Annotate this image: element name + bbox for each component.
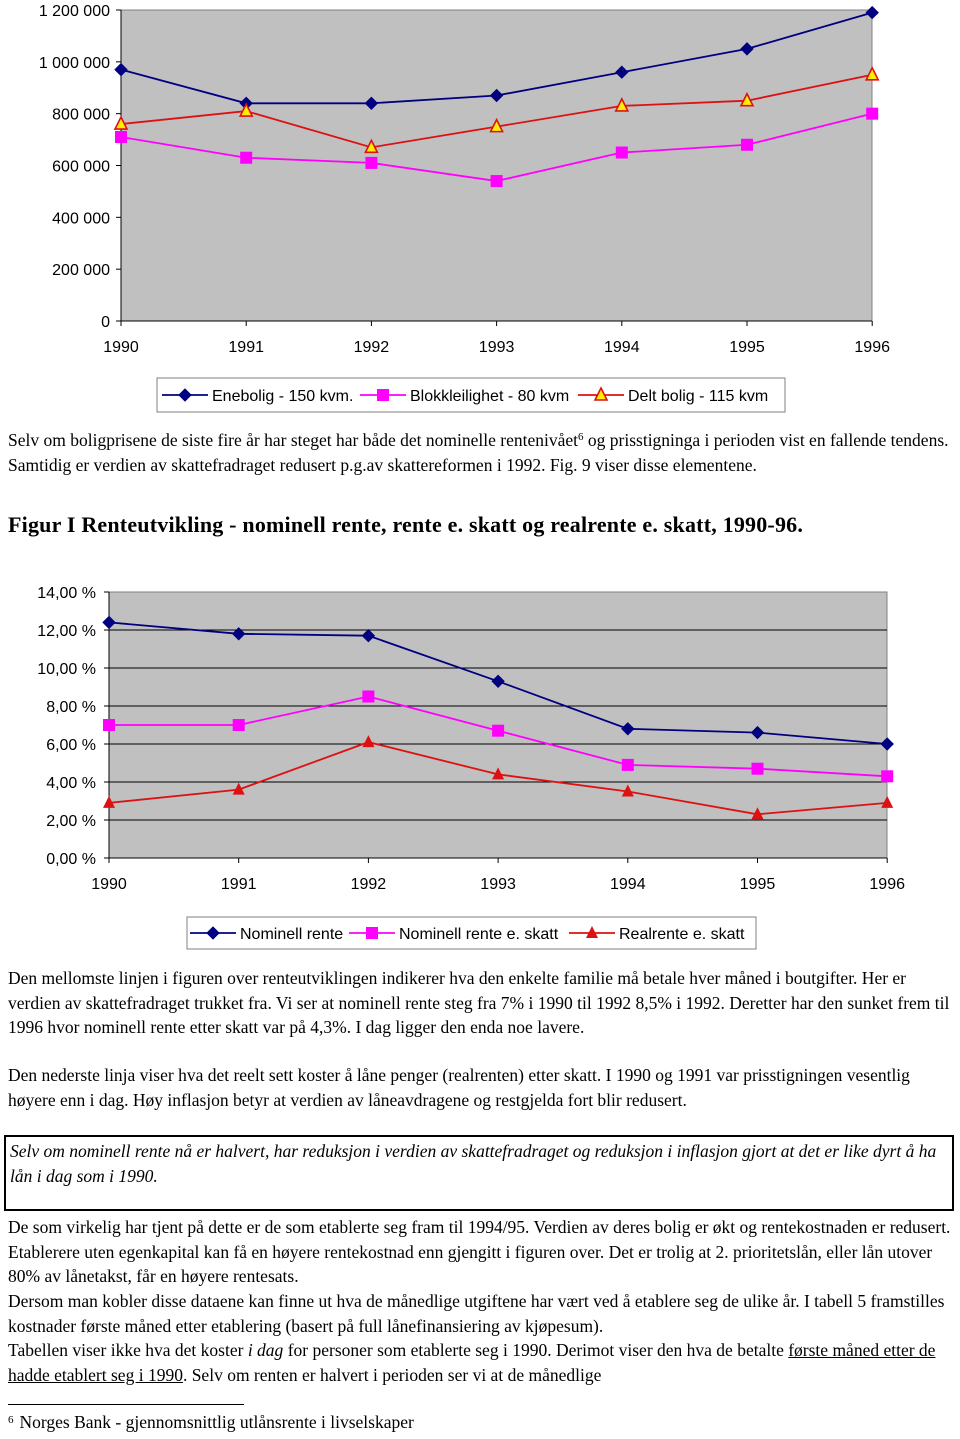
paragraph-established: De som virkelig har tjent på dette er de som etablerte seg fram til 1994/95. Verdien av deres bolig er økt og rentekostnaden er redusert. Etablerere uten egenkapital kan få en høyere rentekostnad enn gjengitt i figuren over. Det er trolig at 2. prioritetslån, eller lån utover 80% av lånetakst, får en høyere rentesats.: [8, 1217, 951, 1286]
data-point: [365, 157, 377, 169]
data-point: [752, 763, 764, 775]
x-tick-label: 1992: [350, 876, 387, 893]
x-tick-label: 1992: [353, 339, 390, 356]
y-tick-label: 600 000: [52, 158, 110, 176]
footnote-ref: 6: [578, 431, 584, 443]
x-tick-label: 1991: [228, 339, 264, 356]
data-point: [881, 770, 893, 782]
paragraph-table-note: Tabellen viser ikke hva det koster i dag for personer som etablerte seg i 1990. Derimot viser den hva de betalte første måned etter de hadde etablert seg i 1990. Selv om renten er halvert i perioden ser vi at de månedlige: [8, 1340, 936, 1385]
y-tick-label: 8,00 %: [46, 699, 96, 716]
y-tick-label: 1 200 000: [38, 3, 110, 20]
paragraph-monthly-costs: Dersom man kobler disse dataene kan finne ut hva de månedlige utgiftene har vært ved å etablere seg de ulike år. I tabell 5 framstilles kostnader første måned etter etablering (basert på full lånefinansiering av kjøpesum).: [8, 1291, 945, 1336]
x-tick-label: 1990: [103, 339, 139, 356]
footnote: $^6$ Norges Bank - gjennomsnittlig utlånsrente i livselskaper: [8, 1412, 414, 1432]
legend-marker: [377, 389, 389, 401]
plot-area: [121, 10, 872, 321]
data-point: [362, 691, 374, 703]
data-point: [240, 152, 252, 164]
y-tick-label: 800 000: [52, 106, 110, 124]
legend-label: Enebolig - 150 kvm.: [212, 388, 354, 405]
y-tick-label: 14,00 %: [37, 585, 96, 602]
legend-label: Nominell rente: [240, 926, 344, 943]
x-tick-label: 1995: [729, 339, 765, 356]
x-tick-label: 1996: [854, 339, 890, 356]
x-tick-label: 1995: [739, 876, 776, 893]
y-tick-label: 0: [101, 314, 110, 331]
data-point: [103, 719, 115, 731]
y-tick-label: 0,00 %: [46, 851, 96, 868]
figure-heading: Figur I Renteutvikling - nominell rente, rente e. skatt og realrente e. skatt, 1990-96.: [8, 512, 804, 537]
data-point: [492, 725, 504, 737]
highlight-text: Selv om nominell rente nå er halvert, har reduksjon i verdien av skattefradraget og reduksjon i inflasjon gjort at det er like dyrt å ha lån i dag som i 1990.: [10, 1141, 937, 1186]
highlight-box: [4, 1135, 954, 1211]
data-point: [233, 719, 245, 731]
x-tick-label: 1994: [604, 339, 640, 356]
legend-label: Delt bolig - 115 kvm: [628, 388, 769, 405]
x-tick-label: 1991: [220, 876, 257, 893]
y-tick-label: 10,00 %: [37, 661, 96, 678]
data-point: [741, 139, 753, 151]
x-tick-label: 1993: [478, 339, 515, 356]
data-point: [622, 759, 634, 771]
data-point: [866, 108, 878, 120]
data-point: [616, 147, 628, 159]
y-tick-label: 12,00 %: [37, 623, 96, 640]
y-tick-label: 4,00 %: [46, 775, 96, 792]
y-tick-label: 1 000 000: [38, 54, 110, 72]
legend-label: Nominell rente e. skatt: [399, 926, 559, 943]
x-tick-label: 1994: [610, 876, 646, 893]
y-tick-label: 200 000: [52, 262, 110, 280]
legend-marker: [366, 927, 378, 939]
legend-label: Blokkleilighet - 80 kvm: [410, 388, 570, 405]
x-tick-label: 1996: [869, 876, 905, 893]
data-point: [115, 131, 127, 143]
x-tick-label: 1990: [91, 876, 127, 893]
x-tick-label: 1993: [480, 876, 516, 893]
y-tick-label: 400 000: [52, 210, 110, 228]
paragraph-intro: Selv om boligprisene de siste fire år har steget har både det nominelle rentenivået$^6$ og prisstigninga i perioden vist en fallende tendens. Samtidig er verdien av skattefradraget redusert p.g.av skattereformen i 1992. Fig. 9 viser disse elementene.: [8, 430, 949, 475]
paragraph-lower-line: Den nederste linja viser hva det reelt sett koster å låne penger (realrenten) etter skatt. I 1990 og 1991 var prisstigningen vesentlig høyere enn i dag. Høy inflasjon betyr at verdien av låneavdragene og restgjelda fort blir redusert.: [8, 1065, 910, 1110]
housing-price-chart: [0, 0, 960, 420]
interest-rate-chart: [0, 575, 960, 955]
y-tick-label: 6,00 %: [46, 737, 96, 754]
y-tick-label: 2,00 %: [46, 813, 96, 830]
data-point: [491, 175, 503, 187]
legend-label: Realrente e. skatt: [619, 926, 745, 943]
paragraph-middle-line: Den mellomste linjen i figuren over renteutviklingen indikerer hva den enkelte familie må betale hver måned i boutgifter. Her er verdien av skattefradraget trukket fra. Vi ser at nominell rente steg fra 7% i 1990 til 1992 8,5% i 1992. Deretter har den sunket frem til 1996 hvor nominell rente etter skatt var på 4,3%. I dag ligger den enda noe lavere.: [8, 968, 950, 1037]
footnote-rule: [8, 1404, 244, 1405]
